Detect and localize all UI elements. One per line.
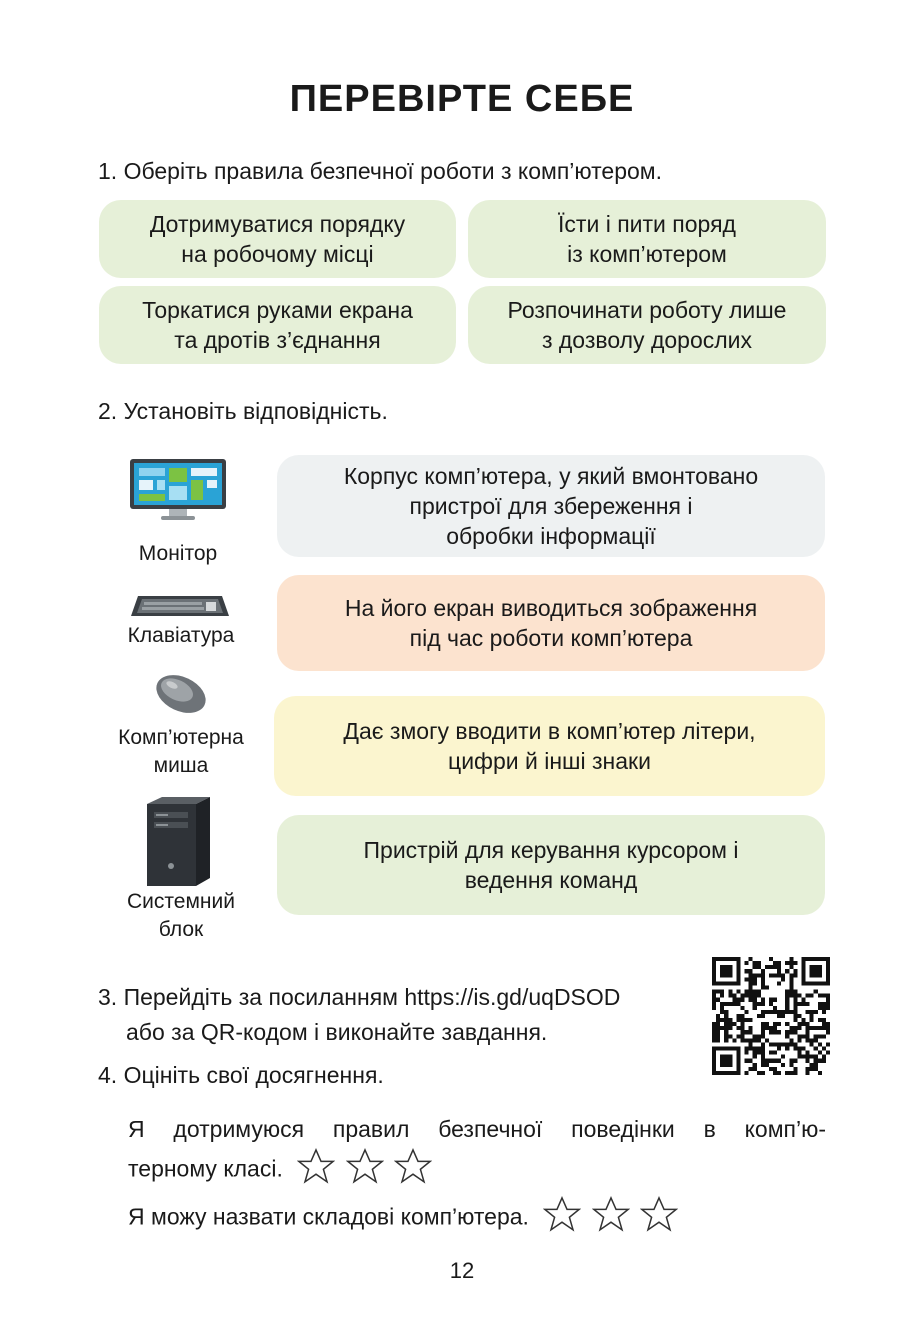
device-label-system-unit: Системний блок bbox=[127, 890, 235, 941]
page-title: ПЕРЕВІРТЕ СЕБЕ bbox=[289, 78, 635, 120]
description-card-2[interactable] bbox=[277, 575, 825, 671]
task1-option-2-text: Їсти і пити поряд із комп’ютером bbox=[558, 211, 736, 267]
mouse-icon bbox=[153, 674, 209, 714]
system-unit-icon bbox=[146, 796, 212, 888]
statement-1-row bbox=[128, 1148, 436, 1193]
task1-option-4-text: Розпочинати роботу лише з дозволу дорослих bbox=[507, 297, 787, 353]
page-number: 12 bbox=[449, 1258, 475, 1283]
description-card-1[interactable] bbox=[277, 455, 825, 557]
task1-question: 1. Оберіть правила безпечної роботи з комп’ютером. bbox=[98, 158, 663, 184]
star-icon[interactable] bbox=[394, 1148, 432, 1186]
task2-question: 2. Установіть відповідність. bbox=[98, 398, 388, 424]
device-label-mouse: Комп’ютерна миша bbox=[118, 726, 244, 777]
description-card-4[interactable] bbox=[277, 815, 825, 915]
task3-line-2: або за QR-кодом і виконайте завдання. bbox=[126, 1019, 548, 1045]
task1-option-2[interactable] bbox=[468, 200, 826, 278]
description-text-4: Пристрій для керування курсором і ведення команд bbox=[363, 837, 739, 893]
device-label-monitor: Монітор bbox=[138, 542, 218, 565]
description-text-1: Корпус комп’ютера, у який вмонтовано пристрої для збереження і обробки інформації bbox=[343, 463, 759, 549]
task1-option-1[interactable] bbox=[99, 200, 456, 278]
star-icon[interactable] bbox=[592, 1196, 630, 1234]
task4-question: 4. Оцініть свої досягнення. bbox=[98, 1062, 384, 1088]
star-icon[interactable] bbox=[346, 1148, 384, 1186]
description-card-3[interactable] bbox=[274, 696, 825, 796]
statement-1-line-1: Я дотримуюся правил безпечної поведінки в комп’ю- bbox=[128, 1116, 826, 1142]
task1-option-3[interactable] bbox=[99, 286, 456, 364]
device-label-keyboard: Клавіатура bbox=[127, 624, 235, 647]
star-icon[interactable] bbox=[297, 1148, 335, 1186]
keyboard-icon bbox=[130, 594, 230, 618]
star-icon[interactable] bbox=[543, 1196, 581, 1234]
task1-option-3-text: Торкатися руками екрана та дротів з’єднання bbox=[142, 297, 413, 353]
qr-code[interactable] bbox=[712, 957, 830, 1075]
task3-line-1[interactable]: 3. Перейдіть за посиланням https://is.gd/uqDSOD bbox=[98, 984, 621, 1010]
statement-2-row bbox=[128, 1196, 682, 1241]
statement-2-text: Я можу назвати складові комп’ютера. bbox=[128, 1203, 529, 1230]
star-icon[interactable] bbox=[640, 1196, 678, 1234]
statement-1-line-2: терному класі. bbox=[128, 1155, 283, 1182]
monitor-icon bbox=[129, 458, 227, 522]
description-text-3: Дає змогу вводити в комп’ютер літери, цифри й інші знаки bbox=[343, 718, 756, 774]
rating-stars-2 bbox=[543, 1196, 682, 1241]
description-text-2: На його екран виводиться зображення під час роботи комп’ютера bbox=[344, 595, 758, 651]
task1-option-4[interactable] bbox=[468, 286, 826, 364]
rating-stars-1 bbox=[297, 1148, 436, 1193]
task1-option-1-text: Дотримуватися порядку на робочому місці bbox=[149, 211, 406, 267]
